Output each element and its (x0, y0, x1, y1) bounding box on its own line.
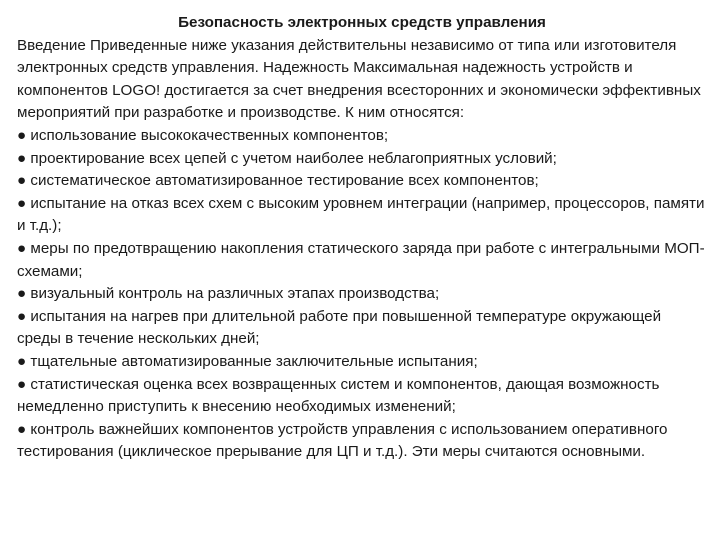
bullet-icon: ● (17, 352, 27, 370)
list-item-text: испытания на нагрев при длительной работе при повышенной температуре окружающей среды в течение нескольких дней; (17, 307, 662, 348)
list-item-text: проектирование всех цепей с учетом наиболее неблагоприятных условий; (30, 149, 557, 167)
list-item (17, 419, 707, 464)
list-item-text: визуальный контроль на различных этапах производства; (30, 285, 440, 303)
bullet-icon: ● (17, 194, 27, 212)
bullet-icon: ● (17, 375, 27, 393)
bullet-icon: ● (17, 126, 27, 144)
bullet-icon: ● (17, 149, 27, 167)
list-item (17, 374, 707, 419)
intro-paragraph: Введение Приведенные ниже указания действительны независимо от типа или изготовителя электронных средств управления. Надежность Максимальная надежность устройств и компонентов LOGO! достигается за счет внедрения всесторонних и экономически эффективных мероприятий при разработке и производстве. К ним относятся: (17, 36, 701, 122)
list-item-text: испытание на отказ всех схем с высоким уровнем интеграции (например, процессоров, памяти и т.д.); (17, 194, 705, 235)
list-item (17, 306, 707, 351)
list-item (17, 148, 707, 171)
list-item (17, 351, 707, 374)
document-page (17, 12, 707, 464)
list-item-text: статистическая оценка всех возвращенных систем и компонентов, дающая возможность немедленно приступить к внесению необходимых изменений; (17, 375, 660, 416)
bullet-icon: ● (17, 172, 27, 190)
bullet-icon: ● (17, 285, 27, 303)
list-item-text: контроль важнейших компонентов устройств управления с использованием оперативного тестирования (циклическое прерывание для ЦП и т.д.). Эти меры считаются основными. (17, 420, 668, 461)
list-item-text: систематическое автоматизированное тестирование всех компонентов; (30, 172, 539, 190)
list-item-text: меры по предотвращению накопления статического заряда при работе с интегральными МОП-схемами; (17, 239, 705, 280)
list-item (17, 125, 707, 148)
bullet-icon: ● (17, 307, 27, 325)
list-item (17, 238, 707, 283)
list-item-text: использование высококачественных компонентов; (30, 126, 389, 144)
list-item (17, 170, 707, 193)
bullet-icon: ● (17, 239, 27, 257)
list-item-text: тщательные автоматизированные заключительные испытания; (30, 352, 478, 370)
bullet-icon: ● (17, 420, 27, 438)
document-title: Безопасность электронных средств управления (178, 14, 546, 31)
list-item (17, 283, 707, 306)
list-item (17, 193, 707, 238)
